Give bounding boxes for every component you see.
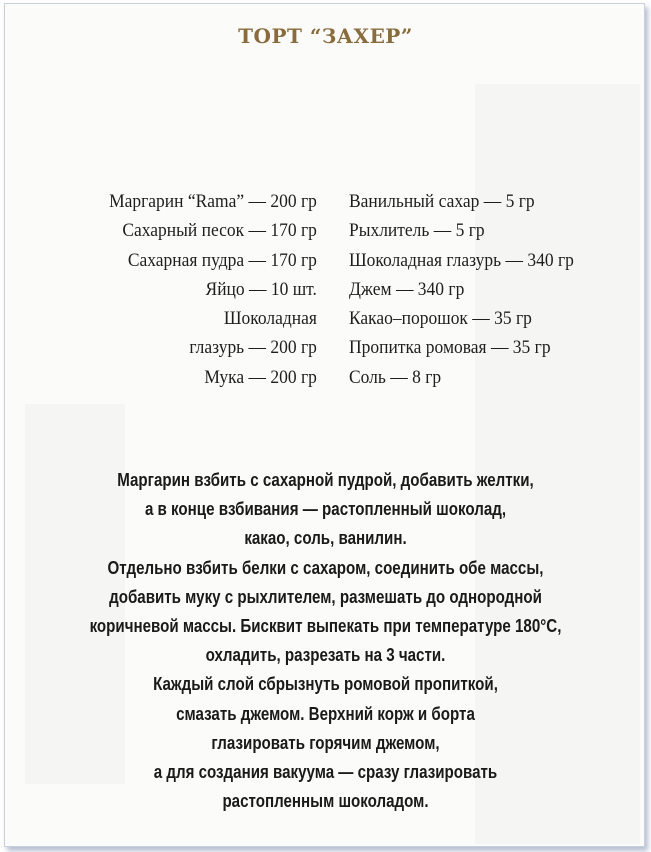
ingredient-item: Соль — 8 гр [349,366,442,388]
ingredients-right-column [349,187,574,392]
method-line: а в конце взбивания — растопленный шоколад, [144,499,507,520]
method-line: смазать джемом. Верхний корж и борта [176,703,475,724]
method-line: коричневой массы. Бисквит выпекать при температуре 180°С, [89,616,562,637]
method-line: а для создания вакуума — сразу глазировать [153,762,498,783]
method-line: Маргарин взбить с сахарной пудрой, добавить желтки, [117,470,534,490]
method-line: растопленным шоколадом. [222,791,429,812]
ingredient-item: Мука — 200 гр [204,366,317,388]
ingredient-item: Шоколадная глазурь — 340 гр [349,249,574,271]
method-line: охладить, разрезать на 3 части. [205,645,446,666]
ingredient-item: Какао–порошок — 35 гр [349,308,532,330]
ingredient-item: Шоколадная [223,308,317,330]
recipe-title: ТОРТ “ЗАХЕР” [238,24,413,48]
method-text [0,466,651,816]
ingredient-item: Сахарная пудра — 170 гр [127,249,317,271]
method-line: добавить муку с рыхлителем, размешать до однородной [109,586,542,607]
ingredient-item: Джем — 340 гр [349,278,465,300]
ingredient-item: Яйцо — 10 шт. [205,278,317,300]
ingredient-item: Сахарный песок — 170 гр [122,220,317,242]
ingredient-item: Маргарин “Rama” — 200 гр [109,191,317,212]
ingredient-item: глазурь — 200 гр [189,337,317,359]
ingredient-item: Пропитка ромовая — 35 гр [349,337,551,359]
method-line: глазировать горячим джемом, [211,732,440,753]
ingredient-item: Рыхлитель — 5 гр [349,220,485,242]
method-line: Отдельно взбить белки с сахаром, соединить обе массы, [107,557,544,578]
method-line: какао, соль, ванилин. [244,528,407,549]
ingredients-left-column [109,187,317,392]
ingredient-item: Ванильный сахар — 5 гр [349,191,535,212]
method-line: Каждый слой сбрызнуть ромовой пропиткой, [153,674,498,695]
